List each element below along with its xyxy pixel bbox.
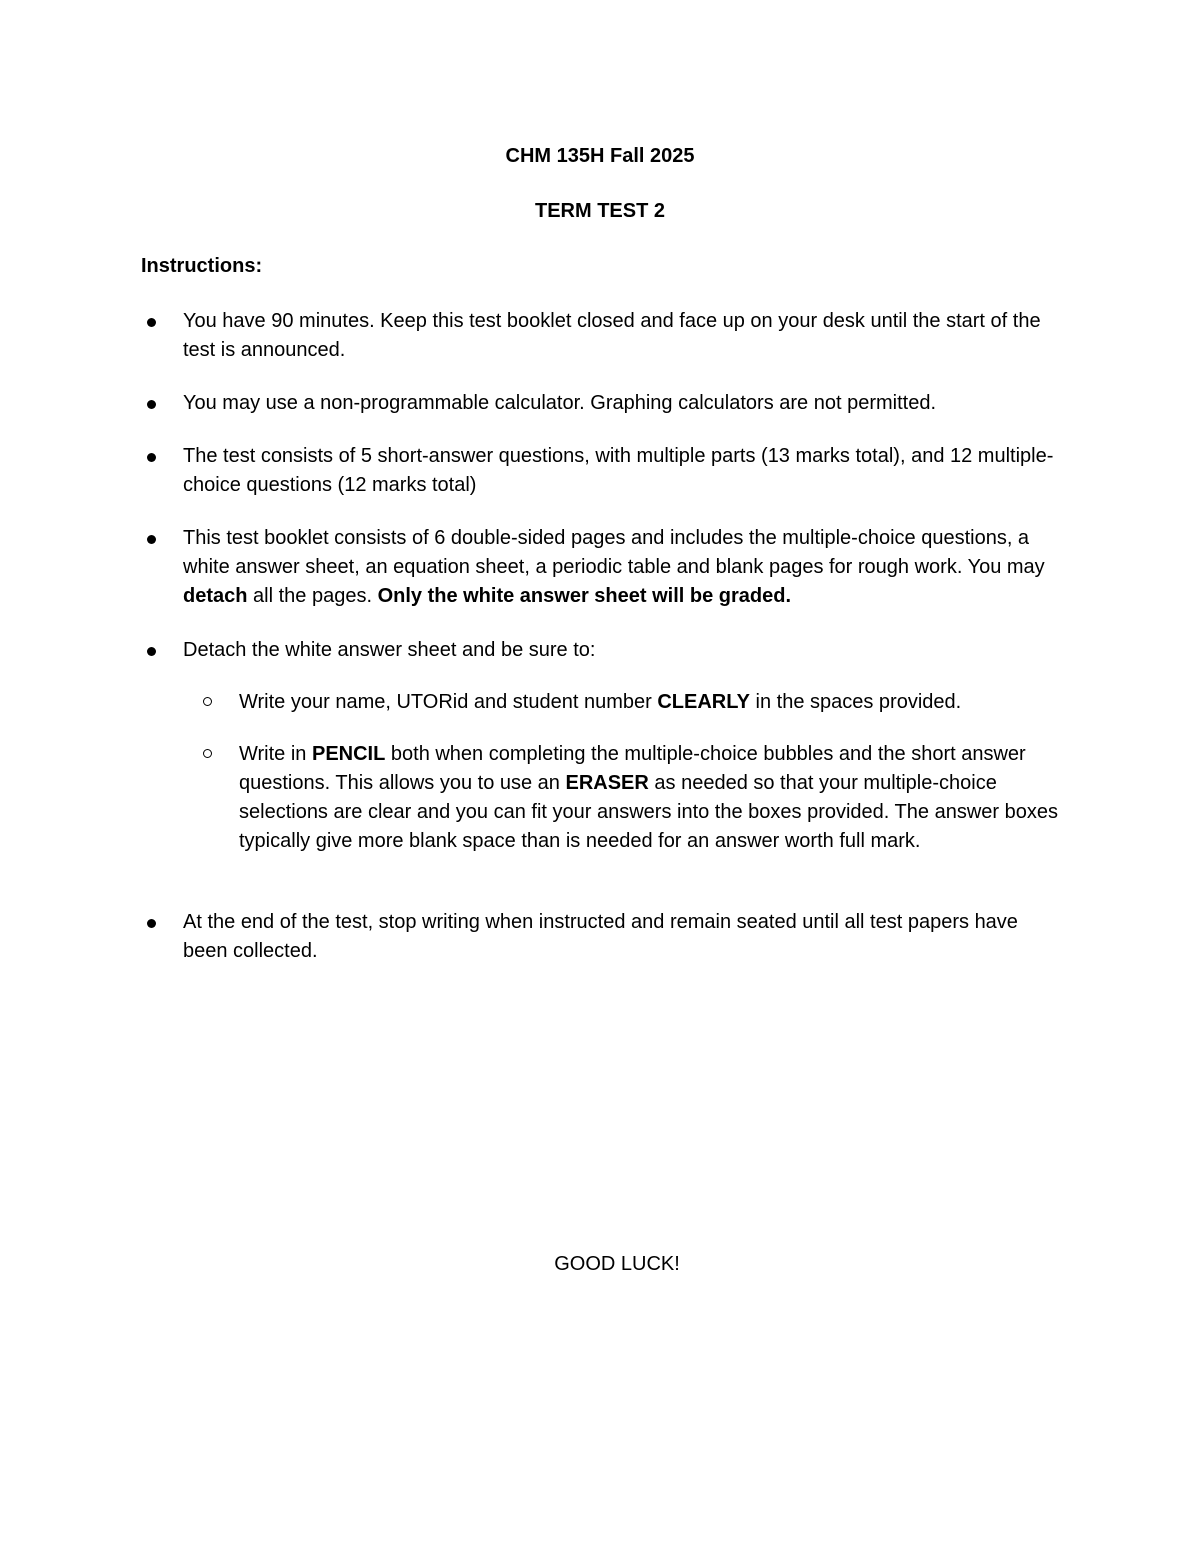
course-title: CHM 135H Fall 2025 <box>505 145 695 167</box>
instruction-text: At the end of the test, stop writing when instructed and remain seated until all test papers have been collected. <box>183 911 1018 962</box>
instruction-item-answer-sheet <box>183 636 1063 665</box>
instruction-text: all the pages. <box>247 585 378 607</box>
instruction-text: Write your name, UTORid and student number <box>239 691 658 713</box>
instruction-item-structure <box>183 442 1063 500</box>
bullet-dot-icon <box>147 919 156 928</box>
test-title: TERM TEST 2 <box>534 200 665 222</box>
instruction-emphasis: CLEARLY <box>657 691 750 713</box>
bullet-dot-icon <box>147 647 156 656</box>
instruction-text: You may use a non-programmable calculator. Graphing calculators are not permitted. <box>183 392 936 414</box>
instruction-text: This test booklet consists of 6 double-sided pages and includes the multiple-choice questions, a white answer sheet, an equation sheet, a periodic table and blank pages for rough work. You may <box>183 527 1045 578</box>
sub-instruction-name <box>239 688 1069 717</box>
closing-message: GOOD LUCK! <box>554 1253 680 1275</box>
instruction-item-time <box>183 307 1063 365</box>
bullet-dot-icon <box>147 400 156 409</box>
instructions-heading: Instructions: <box>141 255 263 277</box>
bullet-dot-icon <box>147 318 156 327</box>
instruction-emphasis: Only the white answer sheet will be graded. <box>377 585 791 607</box>
instruction-item-booklet <box>183 524 1063 611</box>
bullet-circle-icon <box>203 749 212 758</box>
instruction-emphasis: detach <box>183 585 248 607</box>
instruction-emphasis: PENCIL <box>311 743 386 765</box>
instruction-item-calculator <box>183 389 1063 418</box>
sub-instruction-pencil <box>239 740 1069 856</box>
instruction-text: both when completing the multiple-choice bubbles and the short answer questions. This allows you to use an <box>239 743 1026 794</box>
instruction-emphasis: ERASER <box>565 772 649 794</box>
instruction-text: in the spaces provided. <box>749 691 962 713</box>
instruction-text: Write in <box>239 743 312 765</box>
instruction-text: The test consists of 5 short-answer questions, with multiple parts (13 marks total), and 12 multiple-choice questions (12 marks total) <box>183 445 1054 496</box>
bullet-circle-icon <box>203 697 212 706</box>
instruction-text: Detach the white answer sheet and be sure to: <box>183 639 596 661</box>
instruction-text: You have 90 minutes. Keep this test booklet closed and face up on your desk until the start of the test is announced. <box>183 310 1041 361</box>
bullet-dot-icon <box>147 453 156 462</box>
bullet-dot-icon <box>147 535 156 544</box>
instruction-text: as needed so that your multiple-choice selections are clear and you can fit your answers into the boxes provided. The answer boxes typically give more blank space than is needed for an answer worth full mark. <box>239 772 1058 852</box>
instruction-item-end <box>183 908 1063 966</box>
